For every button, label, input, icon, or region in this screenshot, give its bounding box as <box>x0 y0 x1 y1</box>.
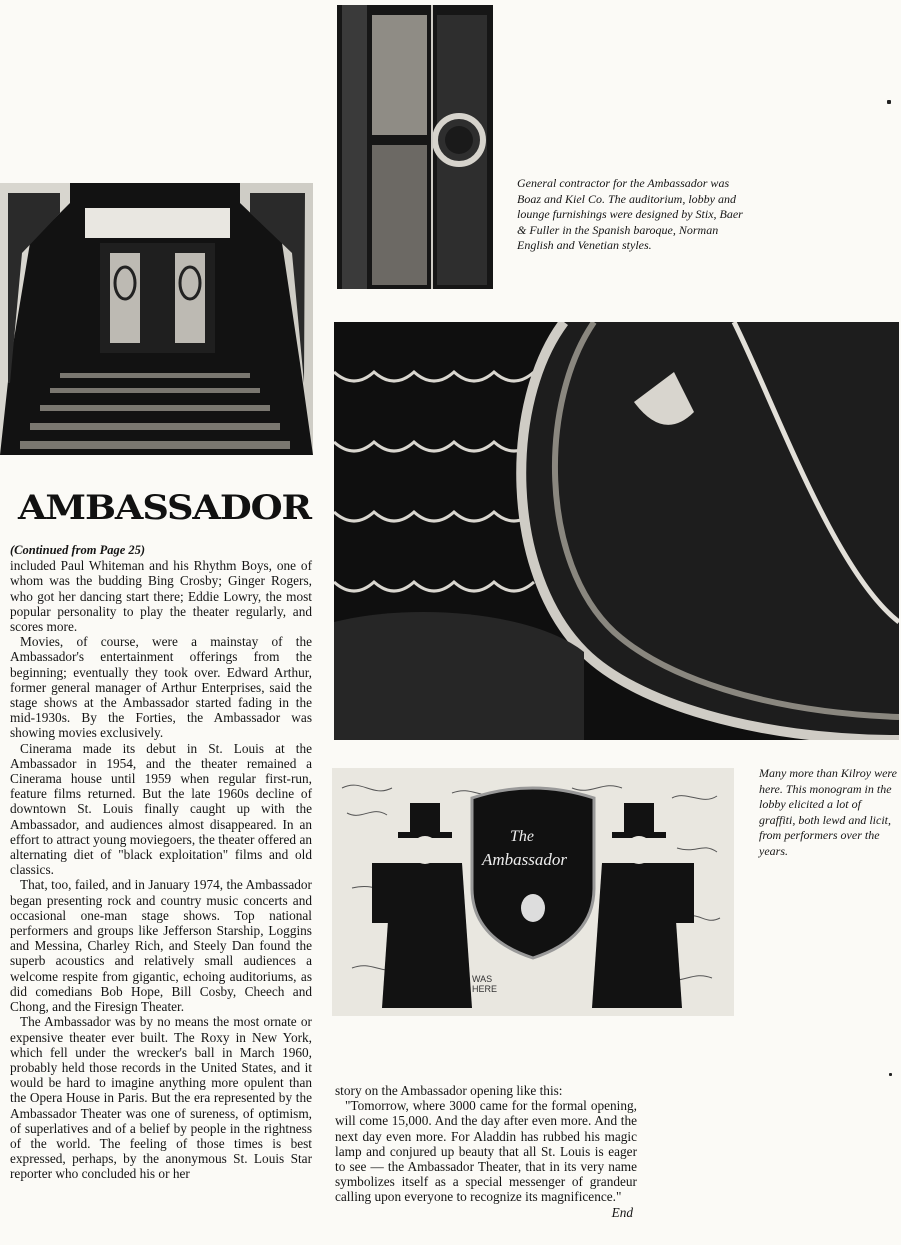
monogram-photo <box>332 768 734 1016</box>
monogram-name: Ambassador <box>482 850 568 869</box>
continuation-1: story on the Ambassador opening like this: <box>335 1083 563 1098</box>
continued-note: (Continued from Page 25) <box>10 543 146 557</box>
graffiti-caption: Many more than Kilroy were here. This monogram in the lobby elicited a lot of graffiti, both lewd and licit, from performers over the years. <box>759 766 897 858</box>
graffiti-was-here: WAS HERE <box>472 974 498 994</box>
paragraph-2: Movies, of course, were a mainstay of the Ambassador's entertainment offerings from the beginning; eventually they took over. Edward Arthur, former general manager of Arthur Enterprises, said the stage shows at the Ambassador started fading in the mid-1930s. By the Forties, the Ambassador was showing movies exclusively. <box>10 634 312 741</box>
paragraph-1: included Paul Whiteman and his Rhythm Boys, one of whom was the budding Bing Crosby; Ginger Rogers, who got her dancing start there; Eddie Lowry, the most popular personality to play the theater regularly, and scores more. <box>10 558 312 635</box>
end-mark: End <box>611 1204 633 1220</box>
print-speck <box>887 100 891 104</box>
railing-photo <box>334 322 899 740</box>
continuation-2: "Tomorrow, where 3000 came for the formal opening, will come 15,000. And the day after even more. And the next day even more. For Aladdin has rubbed his magic lamp and conjured up beauty that all St. Louis is eager to see — the Ambassador Theater, that in its very name symbolizes itself as a special messenger of grandeur calling upon everyone to recognize its magnificence." <box>335 1098 637 1205</box>
article-heading: AMBASSADOR <box>18 488 311 528</box>
stairway-photo <box>0 183 313 455</box>
paragraph-3: Cinerama made its debut in St. Louis at the Ambassador in 1954, and the theater remained a Cinerama house until 1959 when regular first-run, feature films returned. But the late 1960s decline of downtown St. Louis finally caught up with the Ambassador, and audiences almost disappeared. In an effort to attract young moviegoers, the theater offered an alternating diet of "black exploitation" films and old classics. <box>10 740 312 878</box>
article-column-right <box>335 1083 637 1220</box>
paragraph-4: That, too, failed, and in January 1974, the Ambassador began presenting rock and country music concerts and occasional one-man stage shows. Top national performers and groups like Jefferson Starship, Loggins and Messina, Charley Rich, and Steely Dan found the superb acoustics and relatively small audiences a welcome respite from gigantic, echoing auditoriums, as did comedians Bob Hope, Bill Cosby, Cheech and Chong, and the Firesign Theater. <box>10 877 312 1015</box>
monogram-the: The <box>510 828 534 845</box>
article-column-left <box>10 543 312 1182</box>
print-speck <box>889 1073 892 1076</box>
contractor-caption: General contractor for the Ambassador was Boaz and Kiel Co. The auditorium, lobby and lounge furnishings were designed by Stix, Baer & Fuller in the Spanish baroque, Norman English and Venetian styles. <box>517 176 743 253</box>
doors-photo <box>337 5 493 289</box>
monogram-text-overlay <box>332 768 734 1016</box>
paragraph-5: The Ambassador was by no means the most ornate or expensive theater ever built. The Roxy in New York, which fell under the wrecker's ball in March 1960, probably held those records in the United States, and it would be hard to imagine anything more opulent than the Opera House in Paris. But the era represented by the Ambassador Theater was one of sureness, of optimism, of superlatives and of a belief by people in the rightness of the world. The feeling of those times is best expressed, perhaps, by the anonymous St. Louis Star reporter who concluded his or her <box>10 1014 312 1182</box>
